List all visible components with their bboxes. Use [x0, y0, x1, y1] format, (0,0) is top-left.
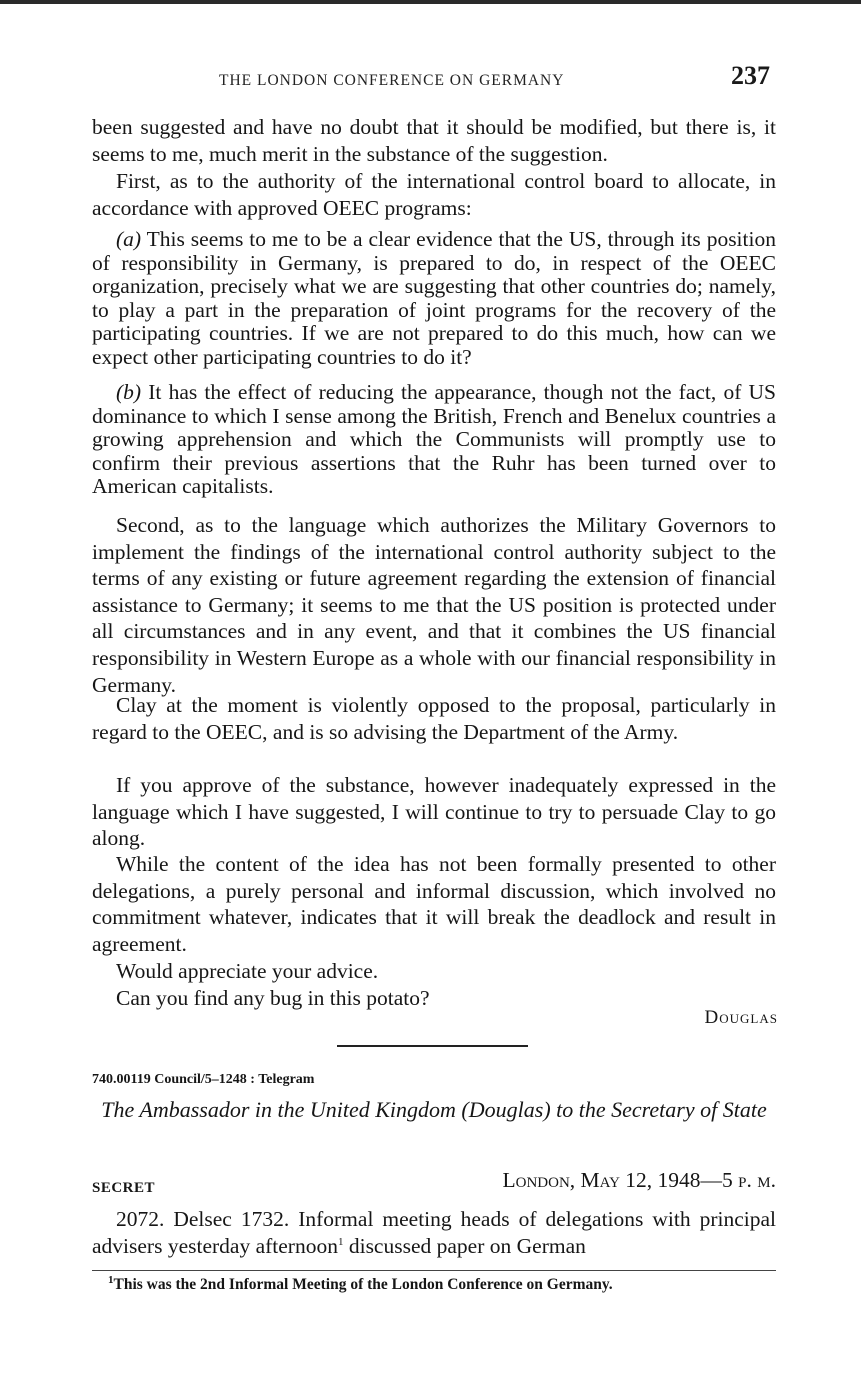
- telegram-body: [92, 1206, 776, 1259]
- paragraph-approval: If you approve of the substance, however inadequately expressed in the language which I have suggested, I will continue to try to persuade Clay to go along.: [92, 773, 776, 851]
- footnote-marker: 1: [108, 1273, 114, 1286]
- list-item-a-text: This seems to me to be a clear evidence that the US, through its position of responsibility in Germany, is prepared to do, in respect of the OEEC organization, precisely what we are suggesting that other countries do; namely, to play a part in the preparation of joint programs for the recovery of the participating countries. If we are not prepared to do this much, how can we expect other participating countries to do it?: [92, 227, 776, 369]
- list-item-b: [92, 381, 776, 499]
- footnote-text: This was the 2nd Informal Meeting of the London Conference on Germany.: [113, 1276, 613, 1293]
- footnote-reference: 1: [337, 1235, 344, 1248]
- footnote: [108, 1273, 776, 1294]
- paragraph-closing-question: Can you find any bug in this potato?: [116, 986, 430, 1010]
- document-heading: The Ambassador in the United Kingdom (Douglas) to the Secretary of State: [101, 1097, 767, 1122]
- signature: Douglas: [704, 1007, 778, 1028]
- paragraph-clay-opposition: Clay at the moment is violently opposed to the proposal, particularly in regard to the OEEC, and is so advising the Department of the Army.: [92, 693, 776, 744]
- document-reference: 740.00119 Council/5–1248 : Telegram: [92, 1072, 315, 1087]
- dateline: [502, 1168, 776, 1193]
- paragraph-advice-request: Would appreciate your advice.: [116, 959, 379, 983]
- paragraph-informal-discussion: While the content of the idea has not been formally presented to other delegations, a purely personal and informal discussion, which involved no commitment whatever, indicates that it will break the deadlock and result in agreement.: [92, 852, 776, 956]
- paragraph-continuation: been suggested and have no doubt that it should be modified, but there is, it seems to me, much merit in the substance of the suggestion.: [92, 115, 776, 166]
- list-item-b-label: (b): [116, 380, 142, 404]
- running-header-title: THE LONDON CONFERENCE ON GERMANY: [219, 72, 565, 89]
- telegram-body-start: 2072. Delsec 1732. Informal meeting heads of delegations with principal advisers yesterday afternoon: [92, 1207, 776, 1258]
- footnote-rule: [92, 1270, 776, 1271]
- telegram-body-end: discussed paper on German: [348, 1233, 586, 1258]
- dateline-text: London, May 12, 1948—5 p. m.: [502, 1168, 776, 1192]
- list-item-a: [92, 228, 776, 369]
- paragraph-first-point: First, as to the authority of the international control board to allocate, in accordance with approved OEEC programs:: [92, 169, 776, 220]
- paragraph-second-point: Second, as to the language which authorizes the Military Governors to implement the findings of the international control authority subject to the terms of any existing or future agreement regarding the extension of financial assistance to Germany; it seems to me that the US position is protected under all circumstances and in any event, and that it combines the US financial responsibility in Western Europe as a whole with our financial responsibility in Germany.: [92, 513, 776, 697]
- list-item-b-text: It has the effect of reducing the appearance, though not the fact, of US dominance to which I sense among the British, French and Benelux countries a growing apprehension and which the Communists will promptly use to confirm their previous assertions that the Ruhr has been turned over to American capitalists.: [92, 380, 777, 498]
- top-border-rule: [0, 0, 861, 4]
- list-item-a-label: (a): [116, 227, 142, 251]
- classification-label: SECRET: [92, 1180, 156, 1196]
- page-number: 237: [731, 61, 770, 90]
- section-divider: [337, 1045, 528, 1047]
